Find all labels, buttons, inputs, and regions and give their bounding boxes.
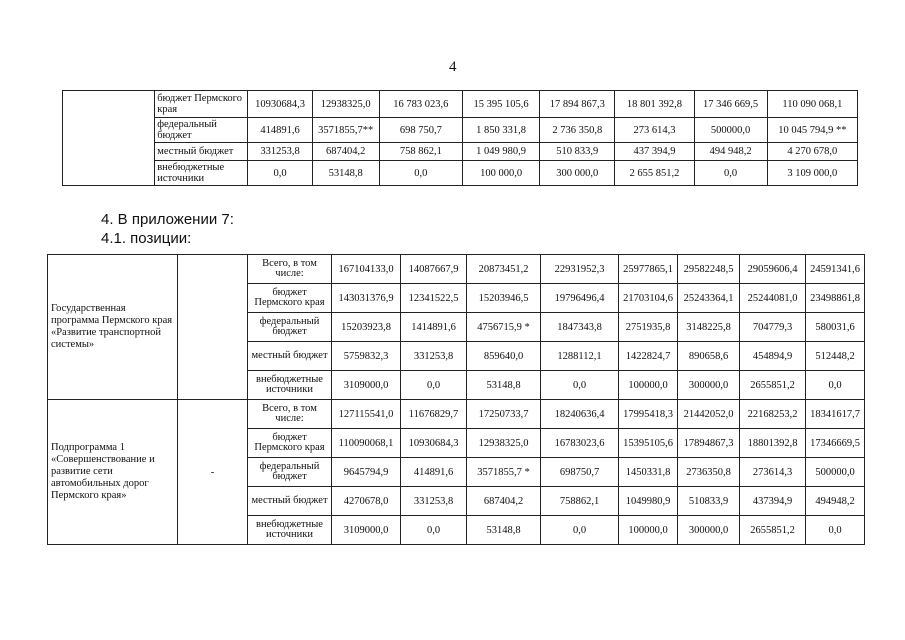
value-cell: 18 801 392,8 (615, 91, 694, 118)
value-cell: 331253,8 (248, 143, 312, 161)
value-cell: 437 394,9 (615, 143, 694, 161)
value-cell: 454894,9 (740, 342, 806, 371)
value-cell: 0,0 (401, 516, 467, 545)
value-cell: 15395105,6 (619, 429, 678, 458)
value-cell: 19796496,4 (541, 284, 619, 313)
value-cell: 4756715,9 * (467, 313, 541, 342)
executor-cell (178, 255, 248, 400)
value-cell: 494948,2 (806, 487, 865, 516)
value-cell: 0,0 (248, 161, 312, 186)
table-row (48, 255, 865, 284)
value-cell: 25977865,1 (619, 255, 678, 284)
value-cell: 53148,8 (312, 161, 379, 186)
value-cell: 100000,0 (619, 516, 678, 545)
value-cell: 15203946,5 (467, 284, 541, 313)
value-cell: 510 833,9 (540, 143, 615, 161)
value-cell: 4270678,0 (332, 487, 401, 516)
value-cell: 3571855,7** (312, 118, 379, 143)
value-cell: 1 049 980,9 (462, 143, 539, 161)
funding-source-cell: внебюджетные источники (248, 371, 332, 400)
subsection-heading: 4.1. позиции: (101, 230, 192, 247)
value-cell: 300 000,0 (540, 161, 615, 186)
value-cell: 24591341,6 (806, 255, 865, 284)
funding-source-cell: федеральный бюджет (248, 458, 332, 487)
value-cell: 21442052,0 (678, 400, 740, 429)
value-cell: 300000,0 (678, 371, 740, 400)
funding-source-cell: внебюджетные источники (155, 161, 248, 186)
value-cell: 859640,0 (467, 342, 541, 371)
executor-cell: - (178, 400, 248, 545)
value-cell: 20873451,2 (467, 255, 541, 284)
funding-source-cell: федеральный бюджет (248, 313, 332, 342)
value-cell: 1 850 331,8 (462, 118, 539, 143)
program-funding-table (47, 254, 865, 545)
value-cell: 3148225,8 (678, 313, 740, 342)
value-cell: 3109000,0 (332, 516, 401, 545)
value-cell: 5759832,3 (332, 342, 401, 371)
value-cell: 3571855,7 * (467, 458, 541, 487)
value-cell: 512448,2 (806, 342, 865, 371)
page-number: 4 (449, 59, 457, 75)
value-cell: 758 862,1 (379, 143, 462, 161)
funding-source-cell: Всего, в том числе: (248, 255, 332, 284)
value-cell: 500000,0 (694, 118, 767, 143)
value-cell: 0,0 (806, 516, 865, 545)
value-cell: 23498861,8 (806, 284, 865, 313)
blank-cell (63, 91, 155, 186)
funding-source-cell: бюджет Пермского края (248, 284, 332, 313)
section-heading: 4. В приложении 7: (101, 211, 234, 228)
value-cell: 414891,6 (401, 458, 467, 487)
value-cell: 0,0 (806, 371, 865, 400)
funding-source-cell: местный бюджет (155, 143, 248, 161)
value-cell: 167104133,0 (332, 255, 401, 284)
value-cell: 25243364,1 (678, 284, 740, 313)
value-cell: 1450331,8 (619, 458, 678, 487)
value-cell: 22931952,3 (541, 255, 619, 284)
value-cell: 2736350,8 (678, 458, 740, 487)
value-cell: 16783023,6 (541, 429, 619, 458)
value-cell: 15203923,8 (332, 313, 401, 342)
value-cell: 1414891,6 (401, 313, 467, 342)
value-cell: 25244081,0 (740, 284, 806, 313)
value-cell: 10 045 794,9 ** (767, 118, 857, 143)
value-cell: 704779,3 (740, 313, 806, 342)
value-cell: 29582248,5 (678, 255, 740, 284)
value-cell: 143031376,9 (332, 284, 401, 313)
value-cell: 0,0 (541, 516, 619, 545)
value-cell: 11676829,7 (401, 400, 467, 429)
value-cell: 10930684,3 (401, 429, 467, 458)
value-cell: 273614,3 (740, 458, 806, 487)
value-cell: 494 948,2 (694, 143, 767, 161)
value-cell: 17250733,7 (467, 400, 541, 429)
funding-source-cell: внебюджетные источники (248, 516, 332, 545)
value-cell: 16 783 023,6 (379, 91, 462, 118)
value-cell: 890658,6 (678, 342, 740, 371)
funding-source-cell: Всего, в том числе: (248, 400, 332, 429)
value-cell: 18341617,7 (806, 400, 865, 429)
value-cell: 12938325,0 (312, 91, 379, 118)
program-name-cell: Государственная программа Пермского края «Развитие транспортной системы» (48, 255, 178, 400)
value-cell: 500000,0 (806, 458, 865, 487)
funding-source-cell: местный бюджет (248, 342, 332, 371)
value-cell: 53148,8 (467, 371, 541, 400)
table-row (63, 118, 858, 143)
value-cell: 2655851,2 (740, 371, 806, 400)
value-cell: 4 270 678,0 (767, 143, 857, 161)
value-cell: 53148,8 (467, 516, 541, 545)
table-row (63, 91, 858, 118)
value-cell: 18801392,8 (740, 429, 806, 458)
value-cell: 17 346 669,5 (694, 91, 767, 118)
value-cell: 510833,9 (678, 487, 740, 516)
value-cell: 12938325,0 (467, 429, 541, 458)
value-cell: 2655851,2 (740, 516, 806, 545)
funding-source-cell: федеральный бюджет (155, 118, 248, 143)
value-cell: 15 395 105,6 (462, 91, 539, 118)
value-cell: 300000,0 (678, 516, 740, 545)
funding-source-cell: местный бюджет (248, 487, 332, 516)
program-name-cell: Подпрограмма 1 «Совершенствование и развитие сети автомобильных дорог Пермского края» (48, 400, 178, 545)
value-cell: 29059606,4 (740, 255, 806, 284)
value-cell: 687404,2 (312, 143, 379, 161)
value-cell: 698 750,7 (379, 118, 462, 143)
value-cell: 580031,6 (806, 313, 865, 342)
funding-source-cell: бюджет Пермского края (155, 91, 248, 118)
value-cell: 1049980,9 (619, 487, 678, 516)
value-cell: 0,0 (379, 161, 462, 186)
value-cell: 3109000,0 (332, 371, 401, 400)
value-cell: 2751935,8 (619, 313, 678, 342)
table-row (48, 400, 865, 429)
value-cell: 17 894 867,3 (540, 91, 615, 118)
value-cell: 110090068,1 (332, 429, 401, 458)
value-cell: 100 000,0 (462, 161, 539, 186)
value-cell: 687404,2 (467, 487, 541, 516)
table-row (63, 143, 858, 161)
value-cell: 12341522,5 (401, 284, 467, 313)
value-cell: 17346669,5 (806, 429, 865, 458)
value-cell: 1422824,7 (619, 342, 678, 371)
value-cell: 331253,8 (401, 487, 467, 516)
value-cell: 10930684,3 (248, 91, 312, 118)
table-row (63, 161, 858, 186)
value-cell: 0,0 (401, 371, 467, 400)
value-cell: 758862,1 (541, 487, 619, 516)
value-cell: 17894867,3 (678, 429, 740, 458)
value-cell: 18240636,4 (541, 400, 619, 429)
value-cell: 3 109 000,0 (767, 161, 857, 186)
value-cell: 127115541,0 (332, 400, 401, 429)
value-cell: 414891,6 (248, 118, 312, 143)
value-cell: 21703104,6 (619, 284, 678, 313)
value-cell: 22168253,2 (740, 400, 806, 429)
value-cell: 1847343,8 (541, 313, 619, 342)
continuation-table (62, 90, 858, 186)
value-cell: 273 614,3 (615, 118, 694, 143)
value-cell: 2 736 350,8 (540, 118, 615, 143)
value-cell: 14087667,9 (401, 255, 467, 284)
value-cell: 0,0 (541, 371, 619, 400)
value-cell: 9645794,9 (332, 458, 401, 487)
value-cell: 698750,7 (541, 458, 619, 487)
value-cell: 100000,0 (619, 371, 678, 400)
value-cell: 331253,8 (401, 342, 467, 371)
value-cell: 2 655 851,2 (615, 161, 694, 186)
funding-source-cell: бюджет Пермского края (248, 429, 332, 458)
value-cell: 0,0 (694, 161, 767, 186)
value-cell: 437394,9 (740, 487, 806, 516)
value-cell: 17995418,3 (619, 400, 678, 429)
value-cell: 1288112,1 (541, 342, 619, 371)
value-cell: 110 090 068,1 (767, 91, 857, 118)
